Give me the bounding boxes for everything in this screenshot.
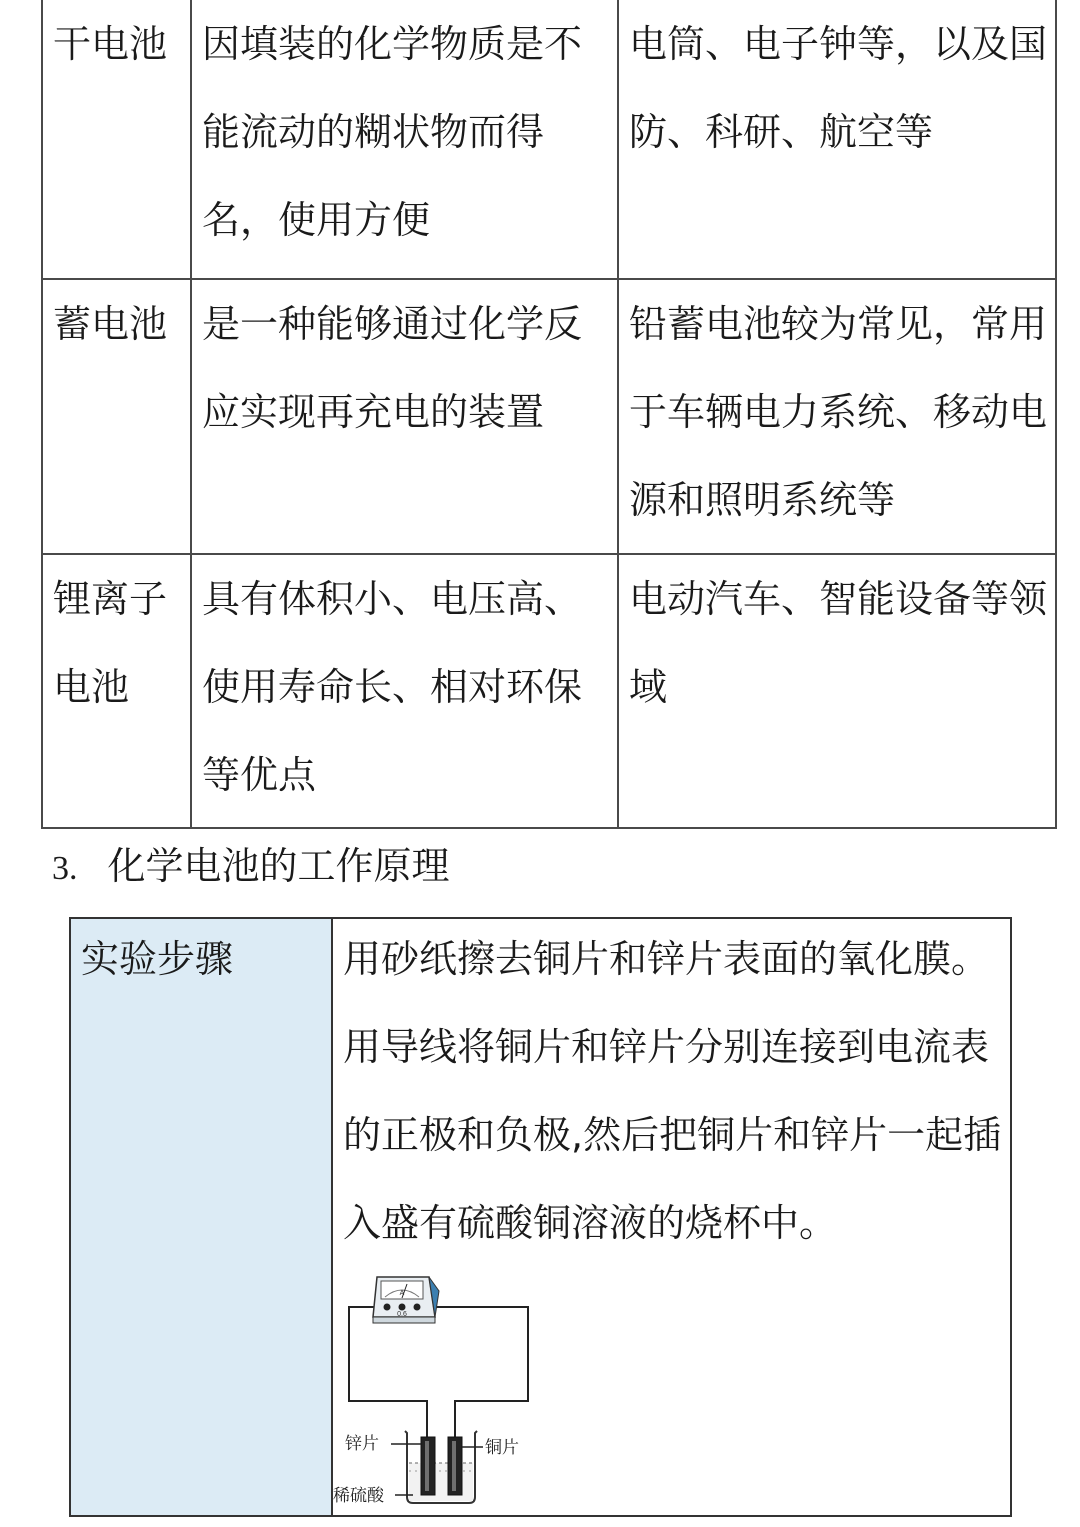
- battery-type-cell: 干电池: [42, 0, 191, 279]
- battery-application-cell: 电动汽车、智能设备等领域: [618, 554, 1056, 828]
- battery-feature-cell: 因填装的化学物质是不能流动的糊状物而得名，使用方便: [191, 0, 618, 279]
- battery-type-cell: 蓄电池: [42, 279, 191, 554]
- battery-feature-cell: 是一种能够通过化学反应实现再充电的装置: [191, 279, 618, 554]
- battery-application-cell: 电筒、电子钟等，以及国防、科研、航空等: [618, 0, 1056, 279]
- ammeter-scale: 0.6: [397, 1311, 407, 1318]
- section-number: 3.: [52, 850, 78, 887]
- battery-type-cell: 锂离子电池: [42, 554, 191, 828]
- experiment-steps: 用砂纸擦去铜片和锌片表面的氧化膜。用导线将铜片和锌片分别连接到电流表的正极和负极,然后把铜片和锌片一起插入盛有硫酸铜溶液的烧杯中。: [343, 937, 1002, 1245]
- table-row: [42, 554, 1056, 828]
- zinc-label: 锌片: [345, 1434, 379, 1454]
- table-row: [42, 0, 1056, 279]
- battery-feature-cell: 具有体积小、电压高、使用寿命长、相对环保等优点: [191, 554, 618, 828]
- battery-application-cell: 铅蓄电池较为常见，常用于车辆电力系统、移动电源和照明系统等: [618, 279, 1056, 554]
- wire-right: [431, 1307, 528, 1441]
- experiment-header: 实验步骤: [81, 937, 234, 981]
- experiment-table: [69, 917, 1012, 1517]
- wire-left: [349, 1307, 427, 1441]
- experiment-header-cell: [71, 919, 333, 1515]
- acid-solution: [409, 1463, 473, 1501]
- section-heading: [52, 838, 450, 897]
- acid-label: 稀硫酸: [333, 1486, 384, 1506]
- ammeter-label: A: [399, 1290, 405, 1297]
- table-row: [42, 279, 1056, 554]
- section-title-text: 化学电池的工作原理: [107, 844, 450, 888]
- galvanic-cell-diagram: [333, 1271, 593, 1511]
- experiment-content-cell: [333, 919, 1010, 1515]
- copper-label: 铜片: [485, 1438, 519, 1458]
- battery-type-table: [41, 0, 1057, 829]
